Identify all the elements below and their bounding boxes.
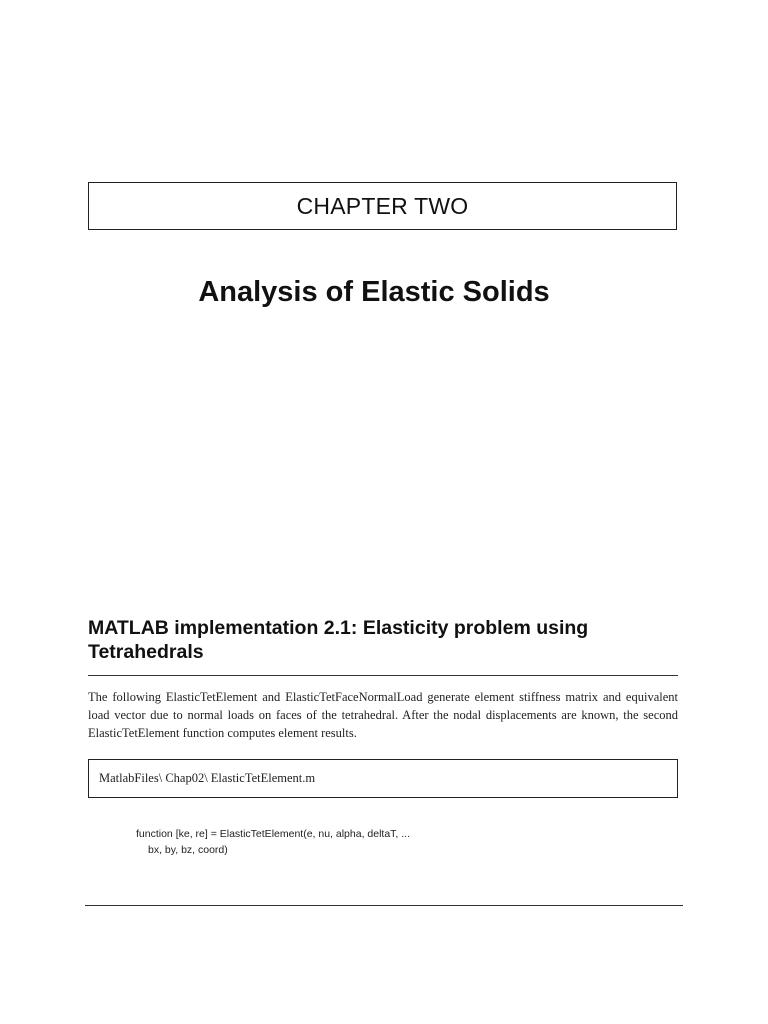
file-path-box [88,759,678,798]
bottom-divider [85,905,683,906]
code-block [136,826,410,858]
section-heading: MATLAB implementation 2.1: Elasticity problem using Tetrahedrals [88,617,589,663]
code-line: bx, by, bz, coord) [148,844,228,856]
file-path: MatlabFiles\ Chap02\ ElasticTetElement.m [99,771,316,785]
body-paragraph: The following ElasticTetElement and ElasticTetFaceNormalLoad generate element stiffness matrix and equivalent load vector due to normal loads on faces of the tetrahedral. After the nodal displacements are known, the second ElasticTetElement function computes element results. [88,690,678,740]
section-divider [88,675,678,676]
code-line: function [ke, re] = ElasticTetElement(e, nu, alpha, deltaT, ... [136,828,411,840]
chapter-label: CHAPTER TWO [296,192,469,219]
chapter-title: Analysis of Elastic Solids [198,276,550,308]
chapter-label-box [88,182,677,230]
